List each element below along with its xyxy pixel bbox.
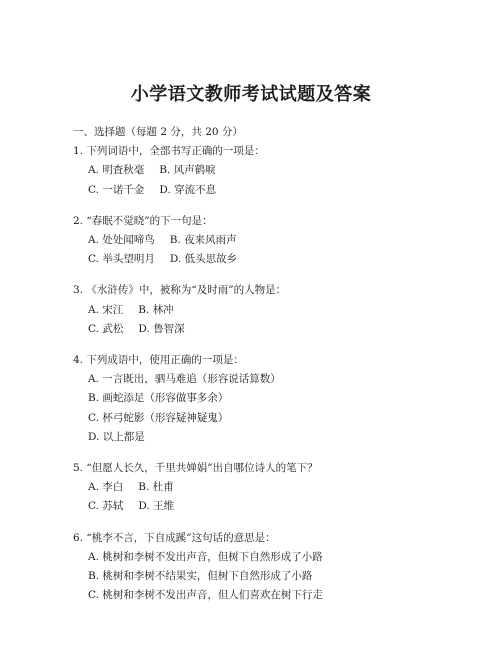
answer-option: C. 举头望明月 [88, 253, 155, 266]
question-text: 4. 下列成语中，使用正确的一项是： [73, 354, 244, 367]
option-line [73, 548, 462, 567]
document-title: 小学语文教师考试试题及答案 [130, 84, 372, 105]
option-line [73, 586, 462, 605]
answer-option: B. 林冲 [138, 303, 174, 316]
question-text: 2. “春眠不觉晓”的下一句是： [73, 214, 213, 227]
answer-option: A. 一言既出，驷马难追（形容说话算数） [88, 373, 281, 386]
question-item [73, 142, 462, 200]
question-text: 3. 《水浒传》中，被称为“及时雨”的人物是： [73, 284, 287, 297]
question-item [73, 459, 462, 517]
answer-option: A. 明査秋毫 [88, 164, 145, 177]
answer-option: D. 以上都是 [88, 430, 145, 443]
question-item [73, 351, 462, 447]
option-line [73, 320, 462, 339]
answer-option: B. 风声鹤唳 [159, 164, 216, 177]
answer-option: D. 鲁智深 [138, 322, 185, 335]
answer-option: B. 画蛇添足（形容做事多余） [88, 392, 229, 405]
option-line [73, 231, 462, 250]
answer-option: A. 桃树和李树不发出声音，但树下自然形成了小路 [88, 550, 323, 563]
option-line [73, 370, 462, 389]
question-text: 1. 下列词语中，全部书写正确的一项是： [73, 145, 265, 158]
answer-option: A. 李白 [88, 481, 124, 494]
answer-option: C. 桃树和李树不发出声音，但人们喜欢在树下行走 [88, 589, 323, 602]
question-text: 6. “桃李不言，下自成蹊”这句话的意思是： [73, 531, 276, 544]
answer-option: D. 低头思故乡 [169, 253, 238, 266]
answer-option: D. 王维 [138, 500, 175, 513]
option-line [73, 497, 462, 516]
answer-option: C. 杯弓蛇影（形容疑神疑鬼） [88, 411, 229, 424]
answer-option: B. 杜甫 [138, 481, 174, 494]
answer-option: A. 宋江 [88, 303, 124, 316]
option-line [73, 567, 462, 586]
option-line [73, 389, 462, 408]
option-line [73, 478, 462, 497]
question-item [73, 281, 462, 339]
option-line [73, 161, 462, 180]
option-line [73, 301, 462, 320]
document-body [73, 123, 462, 617]
answer-option: C. 武松 [88, 322, 124, 335]
answer-option: C. 一诺千金 [88, 183, 145, 196]
option-line [73, 428, 462, 447]
answer-option: B. 桃树和李树不结果实，但树下自然形成了小路 [88, 570, 313, 583]
question-list [73, 142, 462, 605]
option-line [73, 409, 462, 428]
question-text: 5. “但愿人长久，千里共婵娟”出自哪位诗人的笔下？ [73, 462, 318, 475]
answer-option: D. 穿流不息 [159, 183, 217, 196]
option-line [73, 181, 462, 200]
answer-option: B. 夜来风雨声 [169, 234, 237, 247]
question-item [73, 529, 462, 606]
answer-option: A. 处处闻啼鸟 [88, 234, 155, 247]
answer-option: C. 苏轼 [88, 500, 124, 513]
section-heading: 一、选择题（每题 2 分，共 20 分） [73, 126, 243, 138]
option-line [73, 250, 462, 269]
question-item [73, 212, 462, 270]
